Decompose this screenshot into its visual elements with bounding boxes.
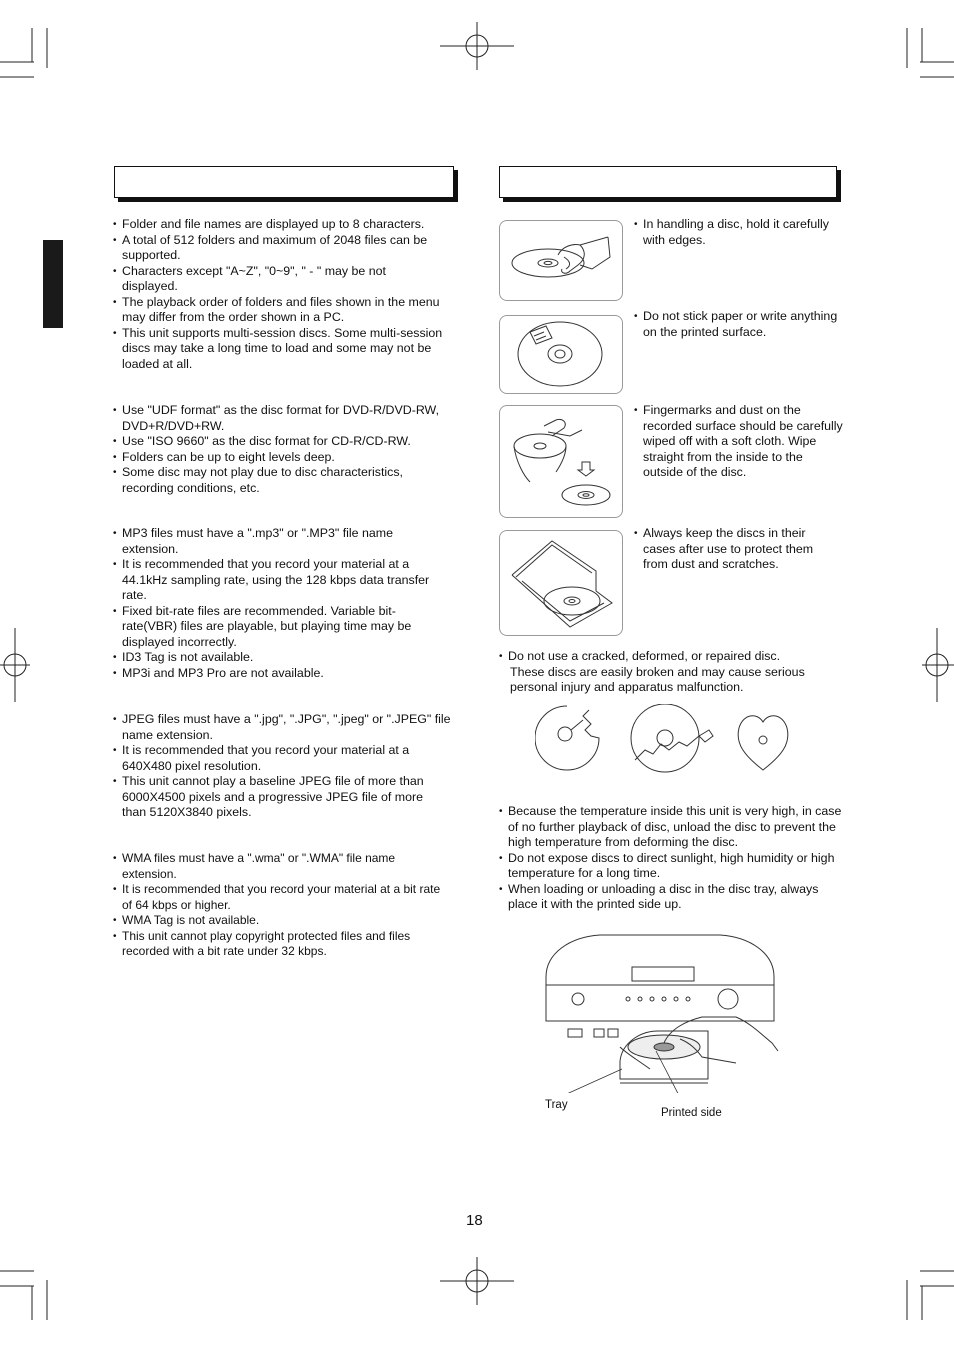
figure-wipe-disc [499, 405, 623, 518]
note-item: • A total of 512 folders and maximum of 2048 files can be supported. [113, 233, 458, 264]
caption-text: • Because the temperature inside this unit is very high, in case of no further playback of disc, unload the disc to prevent the high temperature from deforming the disc. [499, 804, 844, 851]
note-item: • Use "UDF format" as the disc format for DVD-R/DVD-RW, DVD+R/DVD+RW. [113, 403, 458, 434]
caption-text: • When loading or unloading a disc in the disc tray, always place it with the printed side up. [499, 882, 844, 913]
figure-damaged-discs [535, 704, 795, 774]
figure-unit-tray [540, 933, 780, 1093]
side-tab [43, 240, 63, 328]
caption-cases [634, 526, 834, 573]
left-section-header [114, 166, 454, 198]
note-item: • It is recommended that you record your material at a 640X480 pixel resolution. [113, 743, 453, 774]
caption-handling [634, 217, 844, 248]
note-item: • Folders can be up to eight levels deep. [113, 450, 458, 466]
note-item: • Fixed bit-rate files are recommended. Variable bit-rate(VBR) files are playable, but playing time may be displayed incorrectly. [113, 604, 453, 651]
caption-text: • Fingermarks and dust on the recorded surface should be carefully wiped off with a soft cloth. Wipe straight from the inside to the outside of the disc. [634, 403, 846, 481]
note-item: • It is recommended that you record your material at a bit rate of 64 kbps or higher. [113, 882, 453, 913]
jpeg-notes [113, 712, 453, 821]
figure-printed-surface [499, 315, 623, 394]
note-item: • This unit cannot play copyright protected files and files recorded with a bit rate under 32 kbps. [113, 929, 453, 960]
caption-text: • Do not expose discs to direct sunlight, high humidity or high temperature for a long time. [499, 851, 844, 882]
caption-cracked-disc [499, 649, 844, 696]
figure-disc-case [499, 530, 623, 636]
note-item: • WMA Tag is not available. [113, 913, 453, 929]
caption-text: • In handling a disc, hold it carefully with edges. [634, 217, 844, 248]
note-item: • This unit cannot play a baseline JPEG file of more than 6000X4500 pixels and a progressive JPEG file of more than 5120X3840 pixels. [113, 774, 453, 821]
caption-printed-surface [634, 309, 844, 340]
wma-notes [113, 851, 453, 960]
note-item: • It is recommended that you record your material at a 44.1kHz sampling rate, using the 128 kbps data transfer rate. [113, 557, 453, 604]
note-item: • MP3i and MP3 Pro are not available. [113, 666, 453, 682]
note-item: • Use "ISO 9660" as the disc format for CD-R/CD-RW. [113, 434, 458, 450]
note-item: • ID3 Tag is not available. [113, 650, 453, 666]
note-item: • JPEG files must have a ".jpg", ".JPG", ".jpeg" or ".JPEG" file name extension. [113, 712, 453, 743]
note-item: • Folder and file names are displayed up to 8 characters. [113, 217, 458, 233]
label-tray: Tray [545, 1099, 568, 1111]
note-item: • Some disc may not play due to disc characteristics, recording conditions, etc. [113, 465, 458, 496]
figure-hold-disc [499, 220, 623, 301]
mp3-notes [113, 526, 453, 681]
note-item: • WMA files must have a ".wma" or ".WMA" file name extension. [113, 851, 453, 882]
caption-temperature [499, 804, 844, 913]
disc-format-notes [113, 403, 458, 496]
caption-text: • Do not use a cracked, deformed, or repaired disc. [499, 649, 844, 665]
caption-fingermarks [634, 403, 846, 481]
caption-text: • Do not stick paper or write anything on the printed surface. [634, 309, 844, 340]
note-item: • The playback order of folders and files shown in the menu may differ from the order shown in a PC. [113, 295, 458, 326]
caption-text: These discs are easily broken and may cause serious personal injury and apparatus malfunction. [510, 664, 805, 694]
page-number: 18 [466, 1212, 483, 1229]
caption-text: • Always keep the discs in their cases after use to protect them from dust and scratches. [634, 526, 834, 573]
note-item: • This unit supports multi-session discs. Some multi-session discs may take a long time to load and some may not be loaded at all. [113, 326, 458, 373]
note-item: • Characters except "A~Z", "0~9", " - " may be not displayed. [113, 264, 458, 295]
label-printed-side: Printed side [661, 1107, 722, 1119]
general-notes [113, 217, 458, 372]
right-section-header [499, 166, 837, 198]
note-item: • MP3 files must have a ".mp3" or ".MP3" file name extension. [113, 526, 453, 557]
